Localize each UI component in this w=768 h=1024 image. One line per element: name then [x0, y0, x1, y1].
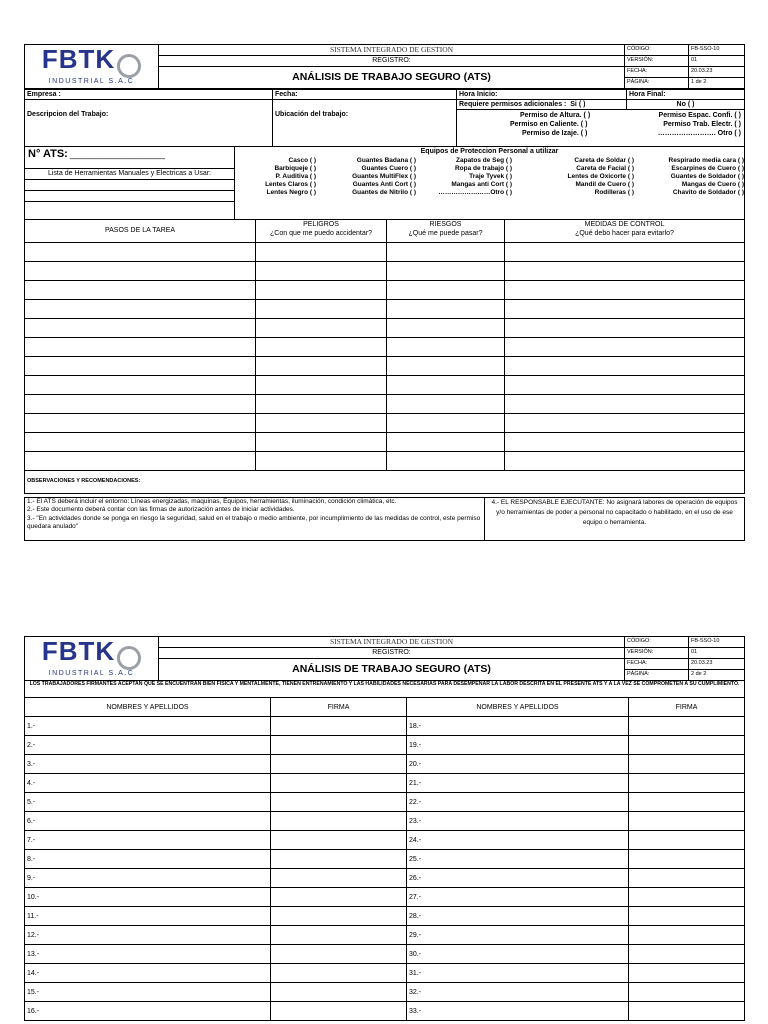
name-cell-left[interactable]: 13.-	[25, 945, 271, 964]
logo-wordmark: FBTK	[41, 44, 116, 74]
firma-cell-right[interactable]	[629, 926, 745, 945]
medidas-cell[interactable]	[505, 356, 745, 375]
firma-cell-left[interactable]	[271, 755, 407, 774]
name-cell-left[interactable]: 3.-	[25, 755, 271, 774]
medidas-cell[interactable]	[505, 280, 745, 299]
pagina-value: 1 de 2	[689, 78, 745, 89]
signature-row	[25, 1002, 745, 1021]
peligros-cell[interactable]	[256, 280, 387, 299]
name-cell-right[interactable]: 25.-	[407, 850, 629, 869]
name-cell-right[interactable]: 23.-	[407, 812, 629, 831]
epp-mandil-cuero[interactable]: Mandil de Cuero ( )	[575, 181, 634, 189]
permiso-electrico[interactable]: Permiso Trab. Electr. ( )	[663, 121, 741, 128]
medidas-cell[interactable]	[505, 261, 745, 280]
ubicacion-field[interactable]: Ubicación del trabajo:	[273, 110, 457, 147]
task-row	[25, 432, 745, 451]
riesgos-cell[interactable]	[387, 413, 505, 432]
pasos-cell[interactable]	[25, 337, 256, 356]
peligros-cell[interactable]	[256, 261, 387, 280]
workers-statement: LOS TRABAJADORES FIRMANTES ACEPTAN QUE SE ENCUENTRAN BIEN FISICA Y MENTALMENTE, TIENEN ENTRENAMIENTO Y LAS HABILIDADES NECESARIAS PARA DESEMPEÑAR LA LABOR DESCRITA EN EL PRESENTE ATS Y A LA VEZ SE COMPROMETEN A SU CUMPLIMIENTO.	[25, 681, 745, 698]
riesgos-question: ¿Qué me puede pasar?	[408, 229, 483, 237]
riesgos-cell[interactable]	[387, 356, 505, 375]
epp-zapatos[interactable]: Zapatos de Seg ( )	[456, 156, 512, 164]
epp-rodilleras[interactable]: Rodilleras ( )	[594, 189, 634, 197]
riesgos-cell[interactable]	[387, 432, 505, 451]
name-cell-left[interactable]: 5.-	[25, 793, 271, 812]
epp-lentes-negro[interactable]: Lentes Negro ( )	[266, 189, 316, 197]
name-cell-left[interactable]: 6.-	[25, 812, 271, 831]
notes-left	[25, 497, 485, 540]
firma-cell-right[interactable]	[629, 869, 745, 888]
firma-cell-right[interactable]	[629, 983, 745, 1002]
firma-cell-right[interactable]	[629, 888, 745, 907]
riesgos-cell[interactable]	[387, 394, 505, 413]
signature-row	[25, 717, 745, 736]
name-cell-left[interactable]: 2.-	[25, 736, 271, 755]
firma-cell-right[interactable]	[629, 850, 745, 869]
name-cell-right[interactable]: 32.-	[407, 983, 629, 1002]
company-logo	[25, 637, 159, 681]
task-row	[25, 451, 745, 470]
n-ats-label: N° ATS:	[28, 147, 68, 160]
codigo-label: CÓDIGO:	[625, 45, 689, 56]
logo-subtitle: INDUSTRIAL S.A.C	[48, 670, 135, 678]
observaciones-field[interactable]: OBSERVACIONES Y RECOMENDACIONES:	[25, 470, 745, 493]
signature-row	[25, 869, 745, 888]
pasos-cell[interactable]	[25, 242, 256, 261]
document-title: ANÁLISIS DE TRABAJO SEGURO (ATS)	[159, 659, 625, 681]
firma-cell-left[interactable]	[271, 736, 407, 755]
epp-guantes-nitrilo[interactable]: Guantes de Nitrilo ( )	[352, 189, 416, 197]
signature-row	[25, 926, 745, 945]
epp-barbiqueje[interactable]: Barbiqueje ( )	[274, 164, 316, 172]
signature-row	[25, 888, 745, 907]
permiso-altura[interactable]: Permiso de Altura. ( )	[520, 112, 591, 119]
pagina-label: PÁGINA:	[625, 78, 689, 89]
firma-cell-right[interactable]	[629, 1002, 745, 1021]
pasos-cell[interactable]	[25, 394, 256, 413]
task-row	[25, 242, 745, 261]
riesgos-cell[interactable]	[387, 299, 505, 318]
epp-mangas-cuero[interactable]: Mangas de Cuero ( )	[681, 181, 744, 189]
riesgos-cell[interactable]	[387, 375, 505, 394]
ppe-section	[24, 146, 745, 220]
permiso-espacio-confinado[interactable]: Permiso Espac. Confi. ( )	[658, 112, 741, 119]
name-cell-right[interactable]: 22.-	[407, 793, 629, 812]
firma-cell-right[interactable]	[629, 831, 745, 850]
peligros-cell[interactable]	[256, 375, 387, 394]
permiso-otro[interactable]: ……………………. Otro ( )	[657, 130, 741, 137]
signature-row	[25, 907, 745, 926]
name-cell-right[interactable]: 33.-	[407, 1002, 629, 1021]
n-ats-input[interactable]: ___________________	[69, 148, 165, 159]
fecha-value: 20.03.23	[689, 67, 745, 78]
signature-row	[25, 755, 745, 774]
epp-lentes-oxicorte[interactable]: Lentes de Oxicorte ( )	[567, 172, 634, 180]
firma-cell-left[interactable]	[271, 850, 407, 869]
pasos-cell[interactable]	[25, 261, 256, 280]
medidas-question: ¿Qué debo hacer para evitarlo?	[575, 229, 674, 237]
firma-header-right: FIRMA	[629, 698, 745, 717]
nombres-header-left: NOMBRES Y APELLIDOS	[25, 698, 271, 717]
medidas-cell[interactable]	[505, 432, 745, 451]
hora-final-field[interactable]: Hora Final:	[627, 90, 745, 100]
name-cell-right[interactable]: 30.-	[407, 945, 629, 964]
pasos-cell[interactable]	[25, 299, 256, 318]
peligros-cell[interactable]	[256, 432, 387, 451]
epp-title: Equipos de Proteccion Personal a utilizar	[420, 147, 559, 155]
medidas-cell[interactable]	[505, 318, 745, 337]
permiso-no-checkbox[interactable]: No ( )	[627, 100, 745, 110]
signature-row	[25, 774, 745, 793]
epp-casco[interactable]: Casco ( )	[288, 156, 316, 164]
note-4: 4.- EL RESPONSABLE EJECUTANTE: No asignará labores de operación de equipos y/o herramientas de poder a personal no capacitado o habilitado, en el uso de ese equipo o herramienta.	[485, 497, 745, 540]
medidas-cell[interactable]	[505, 337, 745, 356]
herramientas-line-2[interactable]	[25, 190, 234, 201]
firma-cell-right[interactable]	[629, 907, 745, 926]
riesgos-cell[interactable]	[387, 451, 505, 470]
herramientas-label: Lista de Herramientas Manuales y Electricas a Usar:	[25, 168, 234, 179]
pasos-cell[interactable]	[25, 413, 256, 432]
gear-icon	[117, 54, 141, 78]
ats-tools-block	[25, 146, 235, 219]
firma-cell-right[interactable]	[629, 736, 745, 755]
epp-guantes-anticorte[interactable]: Guantes Anti Cort ( )	[352, 181, 416, 189]
task-row	[25, 318, 745, 337]
epp-ropa-trabajo[interactable]: Ropa de trabajo ( )	[454, 164, 512, 172]
name-cell-right[interactable]: 27.-	[407, 888, 629, 907]
hora-inicio-field[interactable]: Hora Inicio:	[457, 90, 627, 100]
requiere-permisos	[457, 100, 627, 110]
name-cell-left[interactable]: 10.-	[25, 888, 271, 907]
name-cell-right[interactable]: 20.-	[407, 755, 629, 774]
medidas-cell[interactable]	[505, 375, 745, 394]
riesgos-cell[interactable]	[387, 261, 505, 280]
name-cell-left[interactable]: 7.-	[25, 831, 271, 850]
ats-page-1	[24, 44, 744, 541]
name-cell-left[interactable]: 15.-	[25, 983, 271, 1002]
permiso-izaje[interactable]: Permiso de Izaje. ( )	[522, 130, 588, 137]
medidas-cell[interactable]	[505, 394, 745, 413]
epp-auditiva[interactable]: P. Auditiva ( )	[275, 172, 316, 180]
pasos-header: PASOS DE LA TAREA	[25, 219, 256, 242]
firma-cell-left[interactable]	[271, 964, 407, 983]
signature-row	[25, 945, 745, 964]
epp-escarpines[interactable]: Escarpines de Cuero ( )	[671, 164, 744, 172]
notes-table	[24, 497, 745, 541]
riesgos-cell[interactable]	[387, 242, 505, 261]
signatures-table	[24, 680, 745, 1021]
pagina-label: PÁGINA:	[625, 670, 689, 681]
epp-guantes-cuero[interactable]: Guantes Cuero ( )	[361, 164, 416, 172]
firma-cell-right[interactable]	[629, 755, 745, 774]
herramientas-line-3[interactable]	[25, 201, 234, 212]
firma-cell-left[interactable]	[271, 983, 407, 1002]
signature-row	[25, 850, 745, 869]
peligros-cell[interactable]	[256, 356, 387, 375]
peligros-cell[interactable]	[256, 337, 387, 356]
riesgos-cell[interactable]	[387, 337, 505, 356]
requiere-label: Requiere permisos adicionales :	[459, 101, 567, 108]
header-table	[24, 44, 745, 89]
document-title: ANÁLISIS DE TRABAJO SEGURO (ATS)	[159, 67, 625, 89]
permisos-list	[457, 110, 745, 147]
ats-page-2	[24, 636, 744, 1021]
firma-cell-left[interactable]	[271, 869, 407, 888]
system-name: SISTEMA INTEGRADO DE GESTION	[159, 45, 625, 56]
name-cell-right[interactable]: 29.-	[407, 926, 629, 945]
peligros-cell[interactable]	[256, 413, 387, 432]
pagina-value: 2 de 2	[689, 670, 745, 681]
registro-label: REGISTRO:	[159, 648, 625, 659]
name-cell-left[interactable]: 14.-	[25, 964, 271, 983]
name-cell-left[interactable]: 16.-	[25, 1002, 271, 1021]
name-cell-right[interactable]: 26.-	[407, 869, 629, 888]
company-logo	[25, 45, 159, 89]
codigo-value: FB-SSO-10	[689, 637, 745, 648]
note-2: 2.- Este documento deberá contar con las firmas de autorización antes de iniciar actividades.	[27, 506, 295, 513]
pasos-cell[interactable]	[25, 451, 256, 470]
epp-otro[interactable]: ……………………Otro ( )	[438, 189, 512, 197]
name-cell-left[interactable]: 1.-	[25, 717, 271, 736]
name-cell-left[interactable]: 4.-	[25, 774, 271, 793]
medidas-cell[interactable]	[505, 451, 745, 470]
general-info-table	[24, 89, 745, 110]
pasos-cell[interactable]	[25, 432, 256, 451]
epp-guantes-badana[interactable]: Guantes Badana ( )	[356, 156, 416, 164]
firma-cell-right[interactable]	[629, 774, 745, 793]
name-cell-right[interactable]: 18.-	[407, 717, 629, 736]
peligros-cell[interactable]	[256, 394, 387, 413]
nombres-header-right: NOMBRES Y APELLIDOS	[407, 698, 629, 717]
firma-cell-right[interactable]	[629, 793, 745, 812]
pasos-cell[interactable]	[25, 280, 256, 299]
name-cell-right[interactable]: 24.-	[407, 831, 629, 850]
codigo-value: FB-SSO-10	[689, 45, 745, 56]
firma-cell-left[interactable]	[271, 888, 407, 907]
peligros-cell[interactable]	[256, 451, 387, 470]
ppe-block	[235, 146, 745, 219]
epp-lentes-claros[interactable]: Lentes Claros ( )	[265, 181, 316, 189]
epp-guantes-soldador[interactable]: Guantes de Soldador ( )	[670, 172, 744, 180]
version-value: 01	[689, 648, 745, 659]
medidas-cell[interactable]	[505, 413, 745, 432]
codigo-label: CÓDIGO:	[625, 637, 689, 648]
task-row	[25, 299, 745, 318]
logo-wordmark: FBTK	[41, 636, 116, 666]
task-row	[25, 375, 745, 394]
note-1: 1.- El ATS deberá incluir el entorno: Líneas energizadas, maquinas, Equipos, herramientas, iluminación, condición climática, etc.	[27, 497, 397, 505]
note-3: 3.- "En actividades donde se ponga en riesgo la seguridad, salud en el trabajo o medio ambiente, por incumplimiento de las medidas de control, este permiso quedara anulado"	[27, 514, 481, 530]
registro-label: REGISTRO:	[159, 56, 625, 67]
version-label: VERSIÓN:	[625, 56, 689, 67]
pasos-cell[interactable]	[25, 318, 256, 337]
firma-cell-right[interactable]	[629, 964, 745, 983]
peligros-header: PELIGROS	[303, 220, 339, 228]
peligros-question: ¿Con que me puedo accidentar?	[270, 229, 372, 237]
firma-header-left: FIRMA	[271, 698, 407, 717]
firma-cell-left[interactable]	[271, 926, 407, 945]
signature-row	[25, 793, 745, 812]
logo-subtitle: INDUSTRIAL S.A.C	[48, 78, 135, 86]
epp-careta-facial[interactable]: Careta de Facial ( )	[576, 164, 634, 172]
firma-cell-left[interactable]	[271, 774, 407, 793]
signature-row	[25, 812, 745, 831]
fecha-label: FECHA:	[625, 67, 689, 78]
firma-cell-left[interactable]	[271, 1002, 407, 1021]
medidas-cell[interactable]	[505, 299, 745, 318]
medidas-header: MEDIDAS DE CONTROL	[584, 220, 665, 228]
task-row	[25, 413, 745, 432]
firma-cell-left[interactable]	[271, 907, 407, 926]
riesgos-cell[interactable]	[387, 318, 505, 337]
signature-row	[25, 831, 745, 850]
epp-careta-soldar[interactable]: Careta de Soldar ( )	[574, 156, 634, 164]
task-row	[25, 394, 745, 413]
name-cell-left[interactable]: 9.-	[25, 869, 271, 888]
description-table	[24, 109, 745, 147]
peligros-cell[interactable]	[256, 318, 387, 337]
pasos-cell[interactable]	[25, 356, 256, 375]
task-row	[25, 356, 745, 375]
firma-cell-right[interactable]	[629, 945, 745, 964]
signature-row	[25, 964, 745, 983]
task-analysis-table	[24, 219, 745, 494]
fecha-value: 20.03.23	[689, 659, 745, 670]
epp-respirador[interactable]: Respirado media cara ( )	[668, 156, 744, 164]
epp-guantes-multiflex[interactable]: Guantes MultiFlex ( )	[352, 172, 416, 180]
firma-cell-right[interactable]	[629, 717, 745, 736]
name-cell-right[interactable]: 19.-	[407, 736, 629, 755]
riesgos-header: RIESGOS	[429, 220, 462, 228]
firma-cell-left[interactable]	[271, 717, 407, 736]
task-row	[25, 337, 745, 356]
herramientas-line-1[interactable]	[25, 179, 234, 190]
epp-traje-tyvek[interactable]: Traje Tyvek ( )	[469, 172, 512, 180]
name-cell-right[interactable]: 28.-	[407, 907, 629, 926]
signature-row	[25, 983, 745, 1002]
riesgos-cell[interactable]	[387, 280, 505, 299]
task-row	[25, 261, 745, 280]
fecha-label: FECHA:	[625, 659, 689, 670]
firma-cell-left[interactable]	[271, 945, 407, 964]
permiso-si-checkbox[interactable]: Si ( )	[570, 101, 586, 108]
descripcion-field[interactable]: Descripcion del Trabajo:	[25, 110, 273, 147]
epp-mangas-anticorte[interactable]: Mangas anti Cort ( )	[451, 181, 512, 189]
peligros-cell[interactable]	[256, 299, 387, 318]
pasos-cell[interactable]	[25, 375, 256, 394]
signature-row	[25, 736, 745, 755]
ppe-grid	[235, 157, 745, 198]
firma-cell-right[interactable]	[629, 812, 745, 831]
version-label: VERSIÓN:	[625, 648, 689, 659]
fecha-field[interactable]: Fecha:	[273, 90, 457, 100]
header-table-2	[24, 636, 745, 681]
firma-cell-left[interactable]	[271, 793, 407, 812]
name-cell-left[interactable]: 12.-	[25, 926, 271, 945]
system-name: SISTEMA INTEGRADO DE GESTION	[159, 637, 625, 648]
name-cell-left[interactable]: 8.-	[25, 850, 271, 869]
firma-cell-left[interactable]	[271, 812, 407, 831]
task-row	[25, 280, 745, 299]
firma-cell-left[interactable]	[271, 831, 407, 850]
name-cell-right[interactable]: 21.-	[407, 774, 629, 793]
epp-chavito-soldador[interactable]: Chavito de Soldador ( )	[672, 189, 744, 197]
permiso-caliente[interactable]: Permiso en Caliente. ( )	[510, 121, 588, 128]
name-cell-left[interactable]: 11.-	[25, 907, 271, 926]
peligros-cell[interactable]	[256, 242, 387, 261]
version-value: 01	[689, 56, 745, 67]
gear-icon	[117, 646, 141, 670]
empresa-field[interactable]: Empresa :	[25, 90, 273, 100]
medidas-cell[interactable]	[505, 242, 745, 261]
name-cell-right[interactable]: 31.-	[407, 964, 629, 983]
